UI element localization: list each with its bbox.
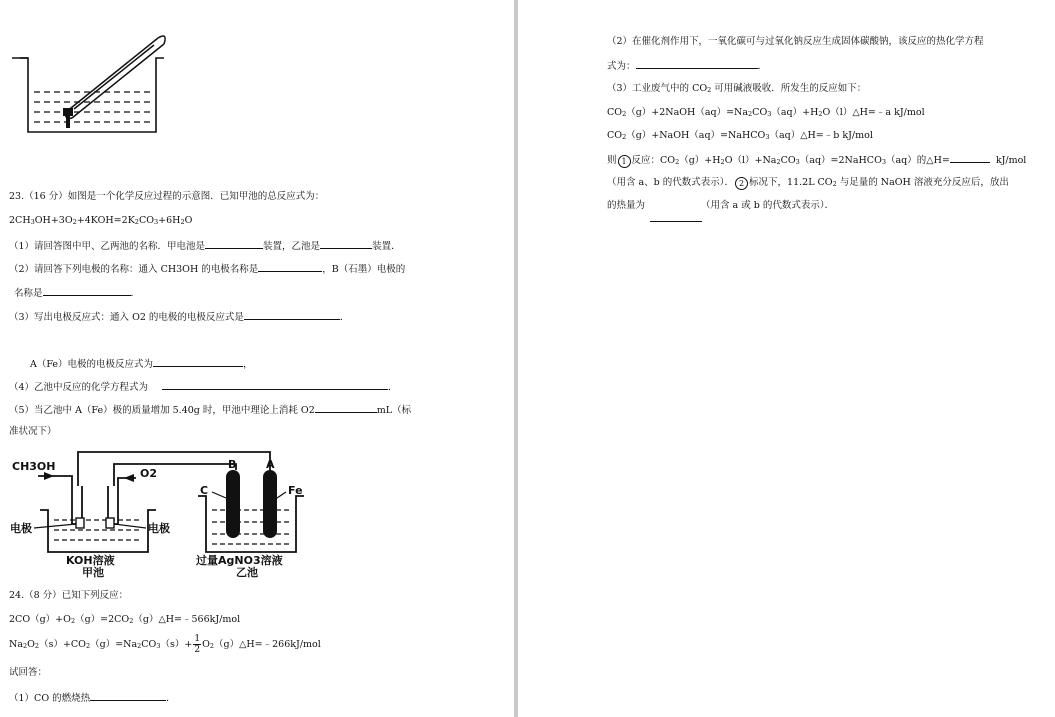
answer-blank[interactable] [320, 239, 372, 249]
r-line-5: $CO_2(g)+NaOH(aq)=NaHCO_3(aq)\triangle H=﹣b$ kJ/mol [607, 130, 873, 141]
fraction-half: $\frac{1}{2}$ [194, 634, 201, 655]
r-line-1: （2）在催化剂作用下，一氧化碳可与过氧化钠反应生成固体碳酸钠，该反应的热化学方程 [607, 36, 984, 47]
r-line-3: （3）工业废气中的 $CO_2$ 可用碱液吸收．所发生的反应如下： [607, 83, 867, 94]
left-page [0, 0, 514, 717]
circled-number-2: 2 [735, 177, 748, 190]
fe-label: Fe [288, 484, 303, 497]
answer-blank[interactable] [315, 403, 377, 413]
q23-part3: （3）写出电极反应式：通入 O2 的电极的电极反应式是 ． [9, 312, 350, 323]
answer-blank[interactable] [258, 262, 322, 272]
q23-part2-cont: 名称是 ． [14, 288, 141, 299]
electrode-left-label: 电极 [10, 522, 32, 535]
answer-blank[interactable] [244, 310, 340, 320]
q23-part4: （4）乙池中反应的化学方程式为 ． [9, 382, 398, 393]
electrolysis-diagram [8, 448, 308, 578]
q23-intro: 23.（16 分）如图是一个化学反应过程的示意图．已知甲池的总反应式为： [9, 191, 325, 202]
r-line-4: $CO_2(g)+2NaOH(aq)=Na_2CO_3(aq)+H_2O(l)\triangle H=﹣a$ kJ/mol [607, 107, 925, 118]
r-line-2: 式为： ． [607, 61, 768, 72]
answer-blank[interactable] [162, 380, 388, 390]
o2-label: O2 [140, 467, 158, 480]
electrode-right-label: 电极 [148, 522, 170, 535]
a-label: A [266, 458, 275, 471]
q24-eq2: $Na_2O_2(s)+CO_2(g)=Na_2CO_3(s)+$ $\frac{1}{2}$ $O_2(g)\triangle H=﹣266kJ$/mol [9, 634, 321, 655]
q23-part3-fe: A（Fe）电极的电极反应式为 ， [30, 359, 253, 370]
b-label: B [228, 458, 237, 471]
circled-number-1: 1 [618, 155, 631, 168]
answer-blank[interactable] [636, 59, 758, 69]
q23-part2: （2）请回答下列电极的名称：通入 CH3OH 的电极名称是 ，B（石墨）电极的 [9, 264, 406, 275]
q23-part5-cont: 准状况下） [9, 426, 57, 437]
q23-part5: （5）当乙池中 A（Fe）极的质量增加 5.40g 时，甲池中理论上消耗 O2 mL（标 [9, 405, 412, 416]
r-line-7: （用含 a、b 的代数式表示）． 2 标况下，11.2L $CO_2$ 与足量的 NaOH 溶液充分反应后，放出 [607, 177, 1009, 188]
r-line-8: 的热量为 （用含 a 或 b 的代数式表示）． [607, 200, 835, 211]
q24-part1: （1）CO 的燃烧热 ． [9, 693, 176, 704]
beaker-test-tube-figure [8, 30, 173, 138]
r-line-6: 则 1 反应：$CO_2(g)+H_2O(l)+Na_2CO_3(aq)=2NaHCO_3(aq)$的△H= kJ/mol [607, 155, 1027, 166]
c-label: C [200, 484, 209, 497]
answer-blank[interactable] [205, 239, 263, 249]
q23-part1: （1）请回答图中甲、乙两池的名称．甲电池是 装置，乙池是 装置． [9, 241, 401, 252]
answer-blank[interactable] [43, 286, 131, 296]
koh-label: KOH溶液 [66, 554, 115, 567]
right-page [518, 0, 1055, 717]
q24-ask: 试回答： [9, 667, 48, 678]
q24-intro: 24.（8 分）已知下列反应： [9, 590, 129, 601]
ch3oh-label: CH3OH [12, 460, 56, 473]
q24-eq1: $2CO(g)+O_2(g)=2CO_2(g)\triangle H=﹣566kJ$/mol [9, 614, 241, 625]
agno3-label: 过量AgNO3溶液 [196, 554, 283, 567]
answer-blank[interactable] [650, 212, 702, 222]
answer-blank[interactable] [153, 357, 243, 367]
jia-label: 甲池 [82, 566, 104, 578]
q23-equation: $2CH_3OH+3O_2+4KOH=2K_2CO_3+6H_2O$ [9, 215, 193, 226]
answer-blank[interactable] [90, 691, 166, 701]
yi-label: 乙池 [236, 566, 258, 578]
answer-blank[interactable] [950, 153, 990, 163]
